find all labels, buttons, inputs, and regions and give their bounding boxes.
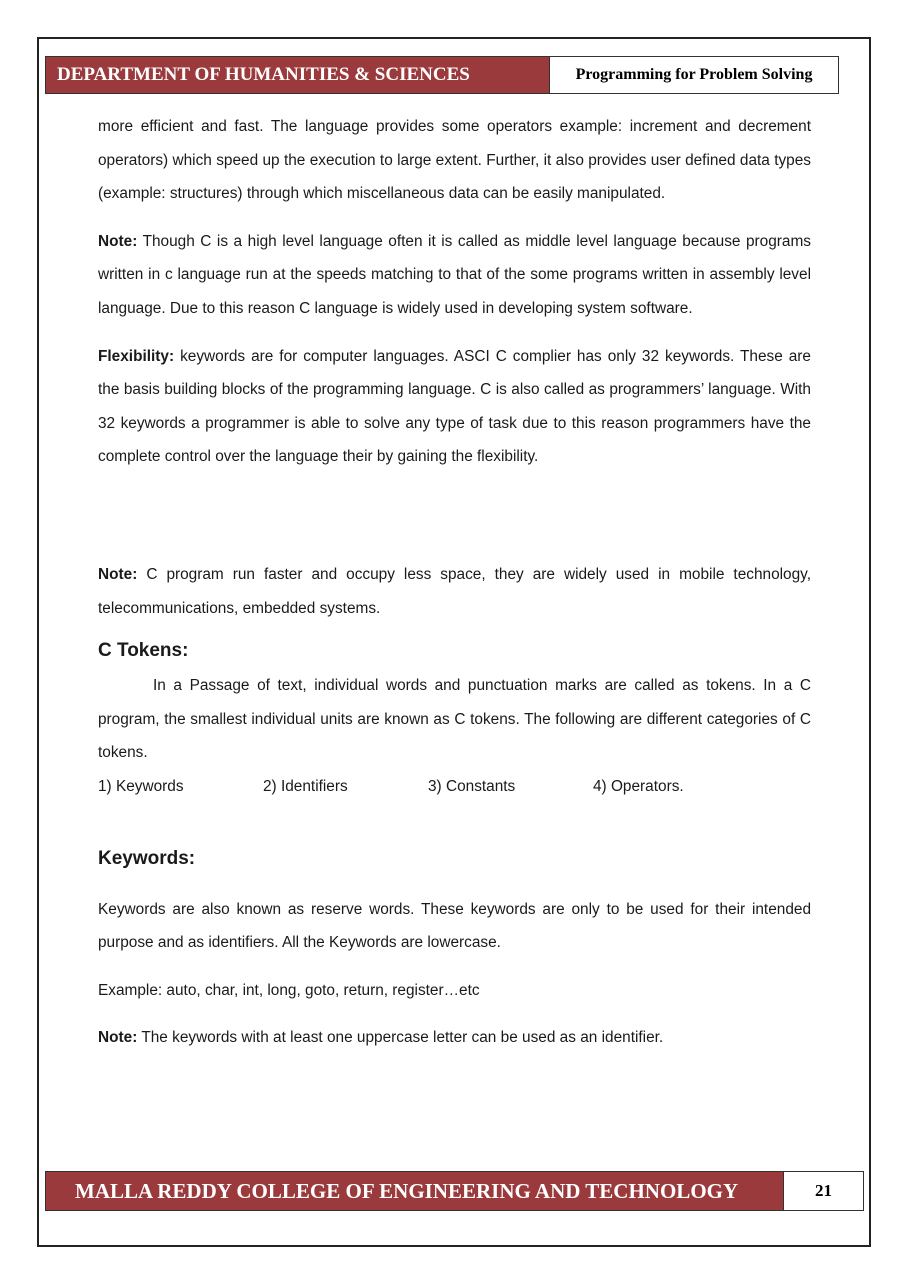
flexibility-text: keywords are for computer languages. ASCI C complier has only 32 keywords. These are the basis building blocks of the programming language. C is also called as programmers’ language. With 32 keywords a programmer is able to solve any type of task due to this reason programmers have the complete control over the language their by gaining the flexibility.: [98, 347, 811, 466]
c-tokens-paragraph: In a Passage of text, individual words and punctuation marks are called as tokens. In a C program, the smallest individual units are known as C tokens. The following are different categories of C tokens.: [98, 677, 811, 762]
token-item: 1) Keywords: [98, 777, 184, 795]
page-footer: [45, 1171, 864, 1211]
c-tokens-heading: C Tokens:: [98, 640, 189, 662]
keywords-paragraph: Keywords are also known as reserve words. These keywords are only to be used for their intended purpose and as identifiers. All the Keywords are lowercase.: [98, 900, 811, 952]
token-item: 3) Constants: [428, 777, 516, 795]
note-uppercase: [98, 1021, 811, 1055]
note-label: Note:: [98, 232, 138, 250]
intro-paragraph: more efficient and fast. The language provides some operators example: increment and decrement operators) which speed up the execution to large extent. Further, it also provides user defined data types (example: structures) through which miscellaneous data can be easily manipulated.: [98, 118, 811, 203]
department-title: DEPARTMENT OF HUMANITIES & SCIENCES: [46, 57, 549, 93]
college-name: MALLA REDDY COLLEGE OF ENGINEERING AND TECHNOLOGY: [46, 1172, 783, 1210]
note-text: Though C is a high level language often it is called as middle level language because programs written in c language run at the speeds matching to that of the some programs written in assembly level language. Due to this reason C language is widely used in developing system software.: [98, 232, 811, 317]
course-title: Programming for Problem Solving: [549, 57, 838, 93]
token-categories: [98, 770, 811, 804]
page-header: [45, 56, 839, 94]
note-label: Note:: [98, 565, 138, 583]
note-label: Note:: [98, 1029, 138, 1047]
page-content: [98, 110, 811, 1055]
keywords-example: Example: auto, char, int, long, goto, return, register…etc: [98, 981, 480, 999]
token-item: 4) Operators.: [593, 777, 684, 795]
note-text: C program run faster and occupy less space, they are widely used in mobile technology, telecommunications, embedded systems.: [98, 565, 811, 617]
page-number: 21: [783, 1172, 863, 1210]
keywords-heading: Keywords:: [98, 847, 196, 869]
flexibility-paragraph: [98, 340, 811, 474]
note-performance: [98, 558, 811, 625]
note-middle-level: [98, 225, 811, 326]
token-item: 2) Identifiers: [263, 777, 348, 795]
note-text: The keywords with at least one uppercase letter can be used as an identifier.: [137, 1029, 664, 1047]
flexibility-label: Flexibility:: [98, 347, 175, 365]
